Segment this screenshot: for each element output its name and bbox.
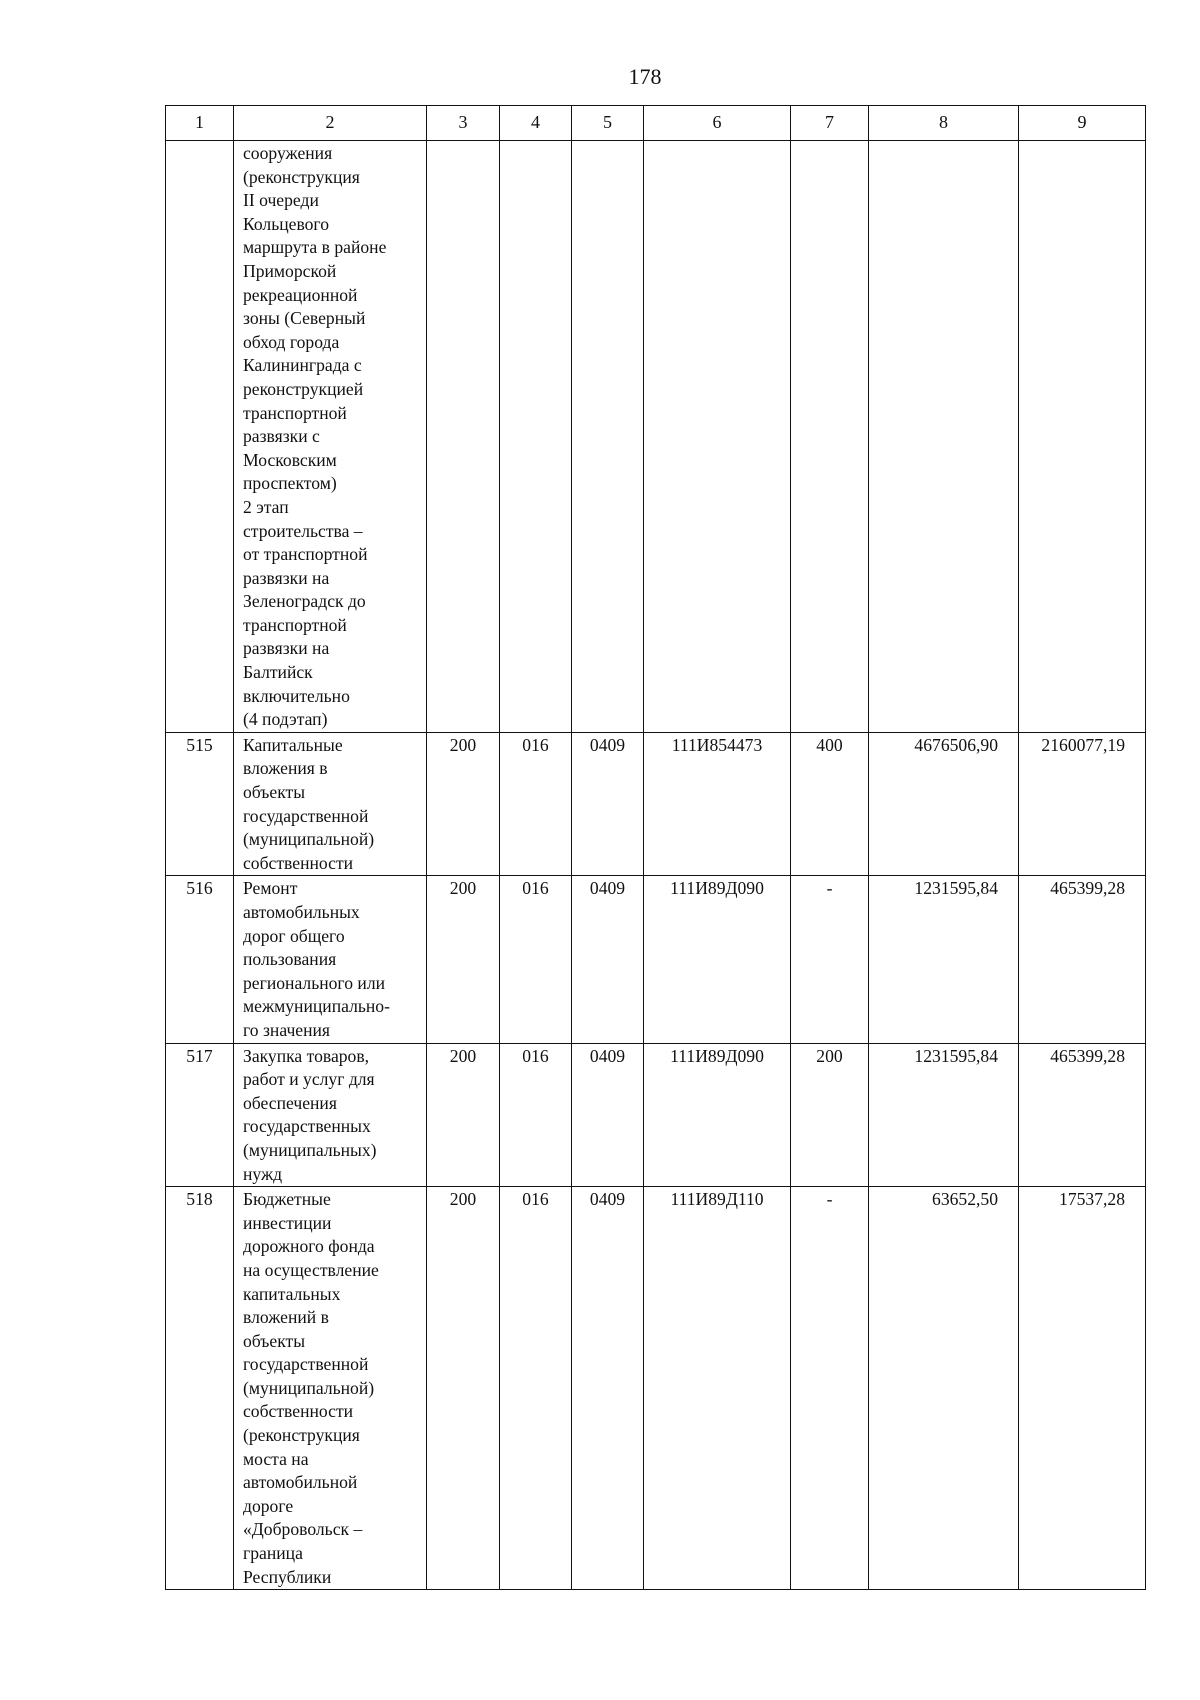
header-cell: 2 xyxy=(234,106,427,141)
cell-col3: 200 xyxy=(427,732,500,876)
cell-col4: 016 xyxy=(500,732,572,876)
cell-col4: 016 xyxy=(500,876,572,1043)
cell-empty xyxy=(1019,141,1146,733)
cell-col6: 111И89Д090 xyxy=(644,876,791,1043)
table-row xyxy=(166,1187,1146,1590)
table-row-continuation xyxy=(166,141,1146,733)
cell-empty xyxy=(644,141,791,733)
cell-num: 518 xyxy=(166,1187,234,1590)
table-header-row xyxy=(166,106,1146,141)
cell-col9: 2160077,19 xyxy=(1019,732,1146,876)
header-cell: 3 xyxy=(427,106,500,141)
cell-empty xyxy=(500,141,572,733)
table-row xyxy=(166,732,1146,876)
table-row xyxy=(166,876,1146,1043)
cell-col8: 1231595,84 xyxy=(869,876,1019,1043)
cell-col3: 200 xyxy=(427,876,500,1043)
cell-col9: 17537,28 xyxy=(1019,1187,1146,1590)
cell-col7: 200 xyxy=(791,1043,869,1187)
cell-col8: 63652,50 xyxy=(869,1187,1019,1590)
budget-table xyxy=(165,105,1146,1590)
cell-name: Бюджетные инвестиции дорожного фонда на осуществление капитальных вложений в объекты государственной (муниципальной) собственности (реконструкция моста на автомобильной дороге «Добровольск – граница Республики xyxy=(234,1187,427,1590)
cell-col4: 016 xyxy=(500,1043,572,1187)
cell-col8: 1231595,84 xyxy=(869,1043,1019,1187)
cell-name: Закупка товаров, работ и услуг для обеспечения государственных (муниципальных) нужд xyxy=(234,1043,427,1187)
cell-name: Ремонт автомобильных дорог общего пользования регионального или межмуниципально- го значения xyxy=(234,876,427,1043)
cell-col6: 111И89Д110 xyxy=(644,1187,791,1590)
cell-col5: 0409 xyxy=(572,1043,644,1187)
cell-num xyxy=(166,141,234,733)
cell-col4: 016 xyxy=(500,1187,572,1590)
cell-empty xyxy=(427,141,500,733)
cell-num: 515 xyxy=(166,732,234,876)
cell-name: сооружения (реконструкция II очереди Кольцевого маршрута в районе Приморской рекреационной зоны (Северный обход города Калининграда с реконструкцией транспортной развязки с Московским проспектом) 2 этап строительства – от транспортной развязки на Зеленоградск до транспортной развязки на Балтийск включительно (4 подэтап) xyxy=(234,141,427,733)
header-cell: 6 xyxy=(644,106,791,141)
cell-col7: - xyxy=(791,876,869,1043)
header-cell: 8 xyxy=(869,106,1019,141)
table-row xyxy=(166,1043,1146,1187)
cell-col7: 400 xyxy=(791,732,869,876)
header-cell: 1 xyxy=(166,106,234,141)
cell-name: Капитальные вложения в объекты государственной (муниципальной) собственности xyxy=(234,732,427,876)
cell-col9: 465399,28 xyxy=(1019,876,1146,1043)
cell-num: 516 xyxy=(166,876,234,1043)
cell-col6: 111И89Д090 xyxy=(644,1043,791,1187)
cell-col3: 200 xyxy=(427,1043,500,1187)
cell-col5: 0409 xyxy=(572,732,644,876)
cell-empty xyxy=(791,141,869,733)
header-cell: 5 xyxy=(572,106,644,141)
cell-col8: 4676506,90 xyxy=(869,732,1019,876)
cell-col5: 0409 xyxy=(572,1187,644,1590)
page-number: 178 xyxy=(628,64,662,89)
cell-num: 517 xyxy=(166,1043,234,1187)
cell-col5: 0409 xyxy=(572,876,644,1043)
header-cell: 9 xyxy=(1019,106,1146,141)
cell-col6: 111И854473 xyxy=(644,732,791,876)
header-cell: 4 xyxy=(500,106,572,141)
cell-col9: 465399,28 xyxy=(1019,1043,1146,1187)
cell-empty xyxy=(572,141,644,733)
header-cell: 7 xyxy=(791,106,869,141)
cell-col7: - xyxy=(791,1187,869,1590)
cell-empty xyxy=(869,141,1019,733)
cell-col3: 200 xyxy=(427,1187,500,1590)
